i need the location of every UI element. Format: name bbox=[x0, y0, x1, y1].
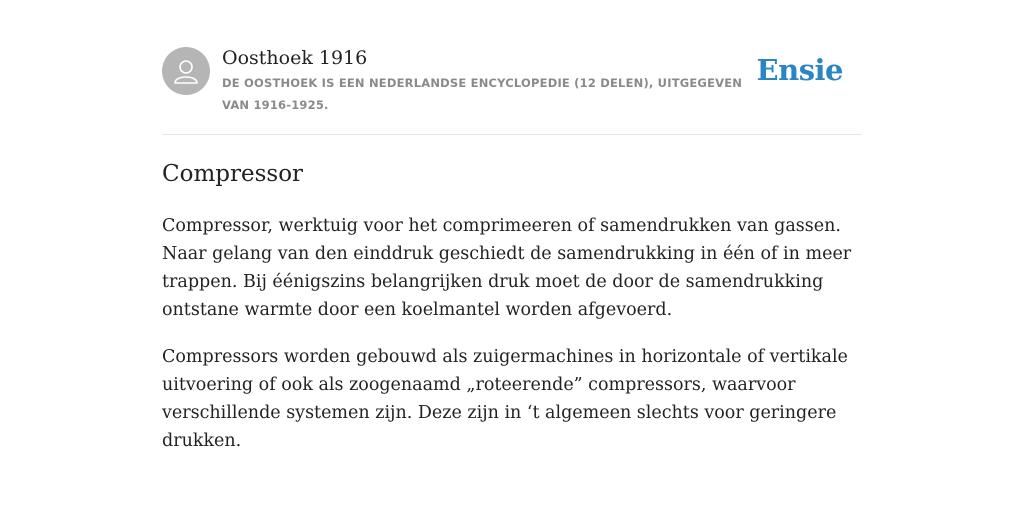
article-paragraph: Compressors worden gebouwd als zuigermachines in horizontale of vertikale uitvoering of ook als zoogenaamd „roteerende” compressors, waarvoor verschillende systemen zijn. Deze zijn in ‘t algemeen slechts voor geringere drukken. bbox=[162, 347, 848, 451]
source-name-link[interactable]: Oosthoek 1916 bbox=[222, 47, 368, 69]
source-header bbox=[162, 0, 862, 135]
article-paragraph: Compressor, werktuig voor het comprimeeren of samendrukken van gassen. Naar gelang van den einddruk geschiedt de samendrukking in één of in meer trappen. Bij éénigszins belangrijken druk moet de door de samendrukking ontstane warmte door een koelmantel worden afgevoerd. bbox=[162, 216, 852, 320]
content-container bbox=[162, 0, 862, 451]
article-body bbox=[162, 212, 862, 474]
source-description: DE OOSTHOEK IS EEN NEDERLANDSE ENCYCLOPEDIE (12 DELEN), UITGEGEVEN VAN 1916-1925. bbox=[222, 76, 743, 112]
source-avatar[interactable] bbox=[162, 47, 210, 95]
article-title: Compressor bbox=[162, 161, 304, 187]
user-icon bbox=[171, 56, 201, 86]
ensie-logo[interactable]: Ensie bbox=[756, 53, 843, 87]
